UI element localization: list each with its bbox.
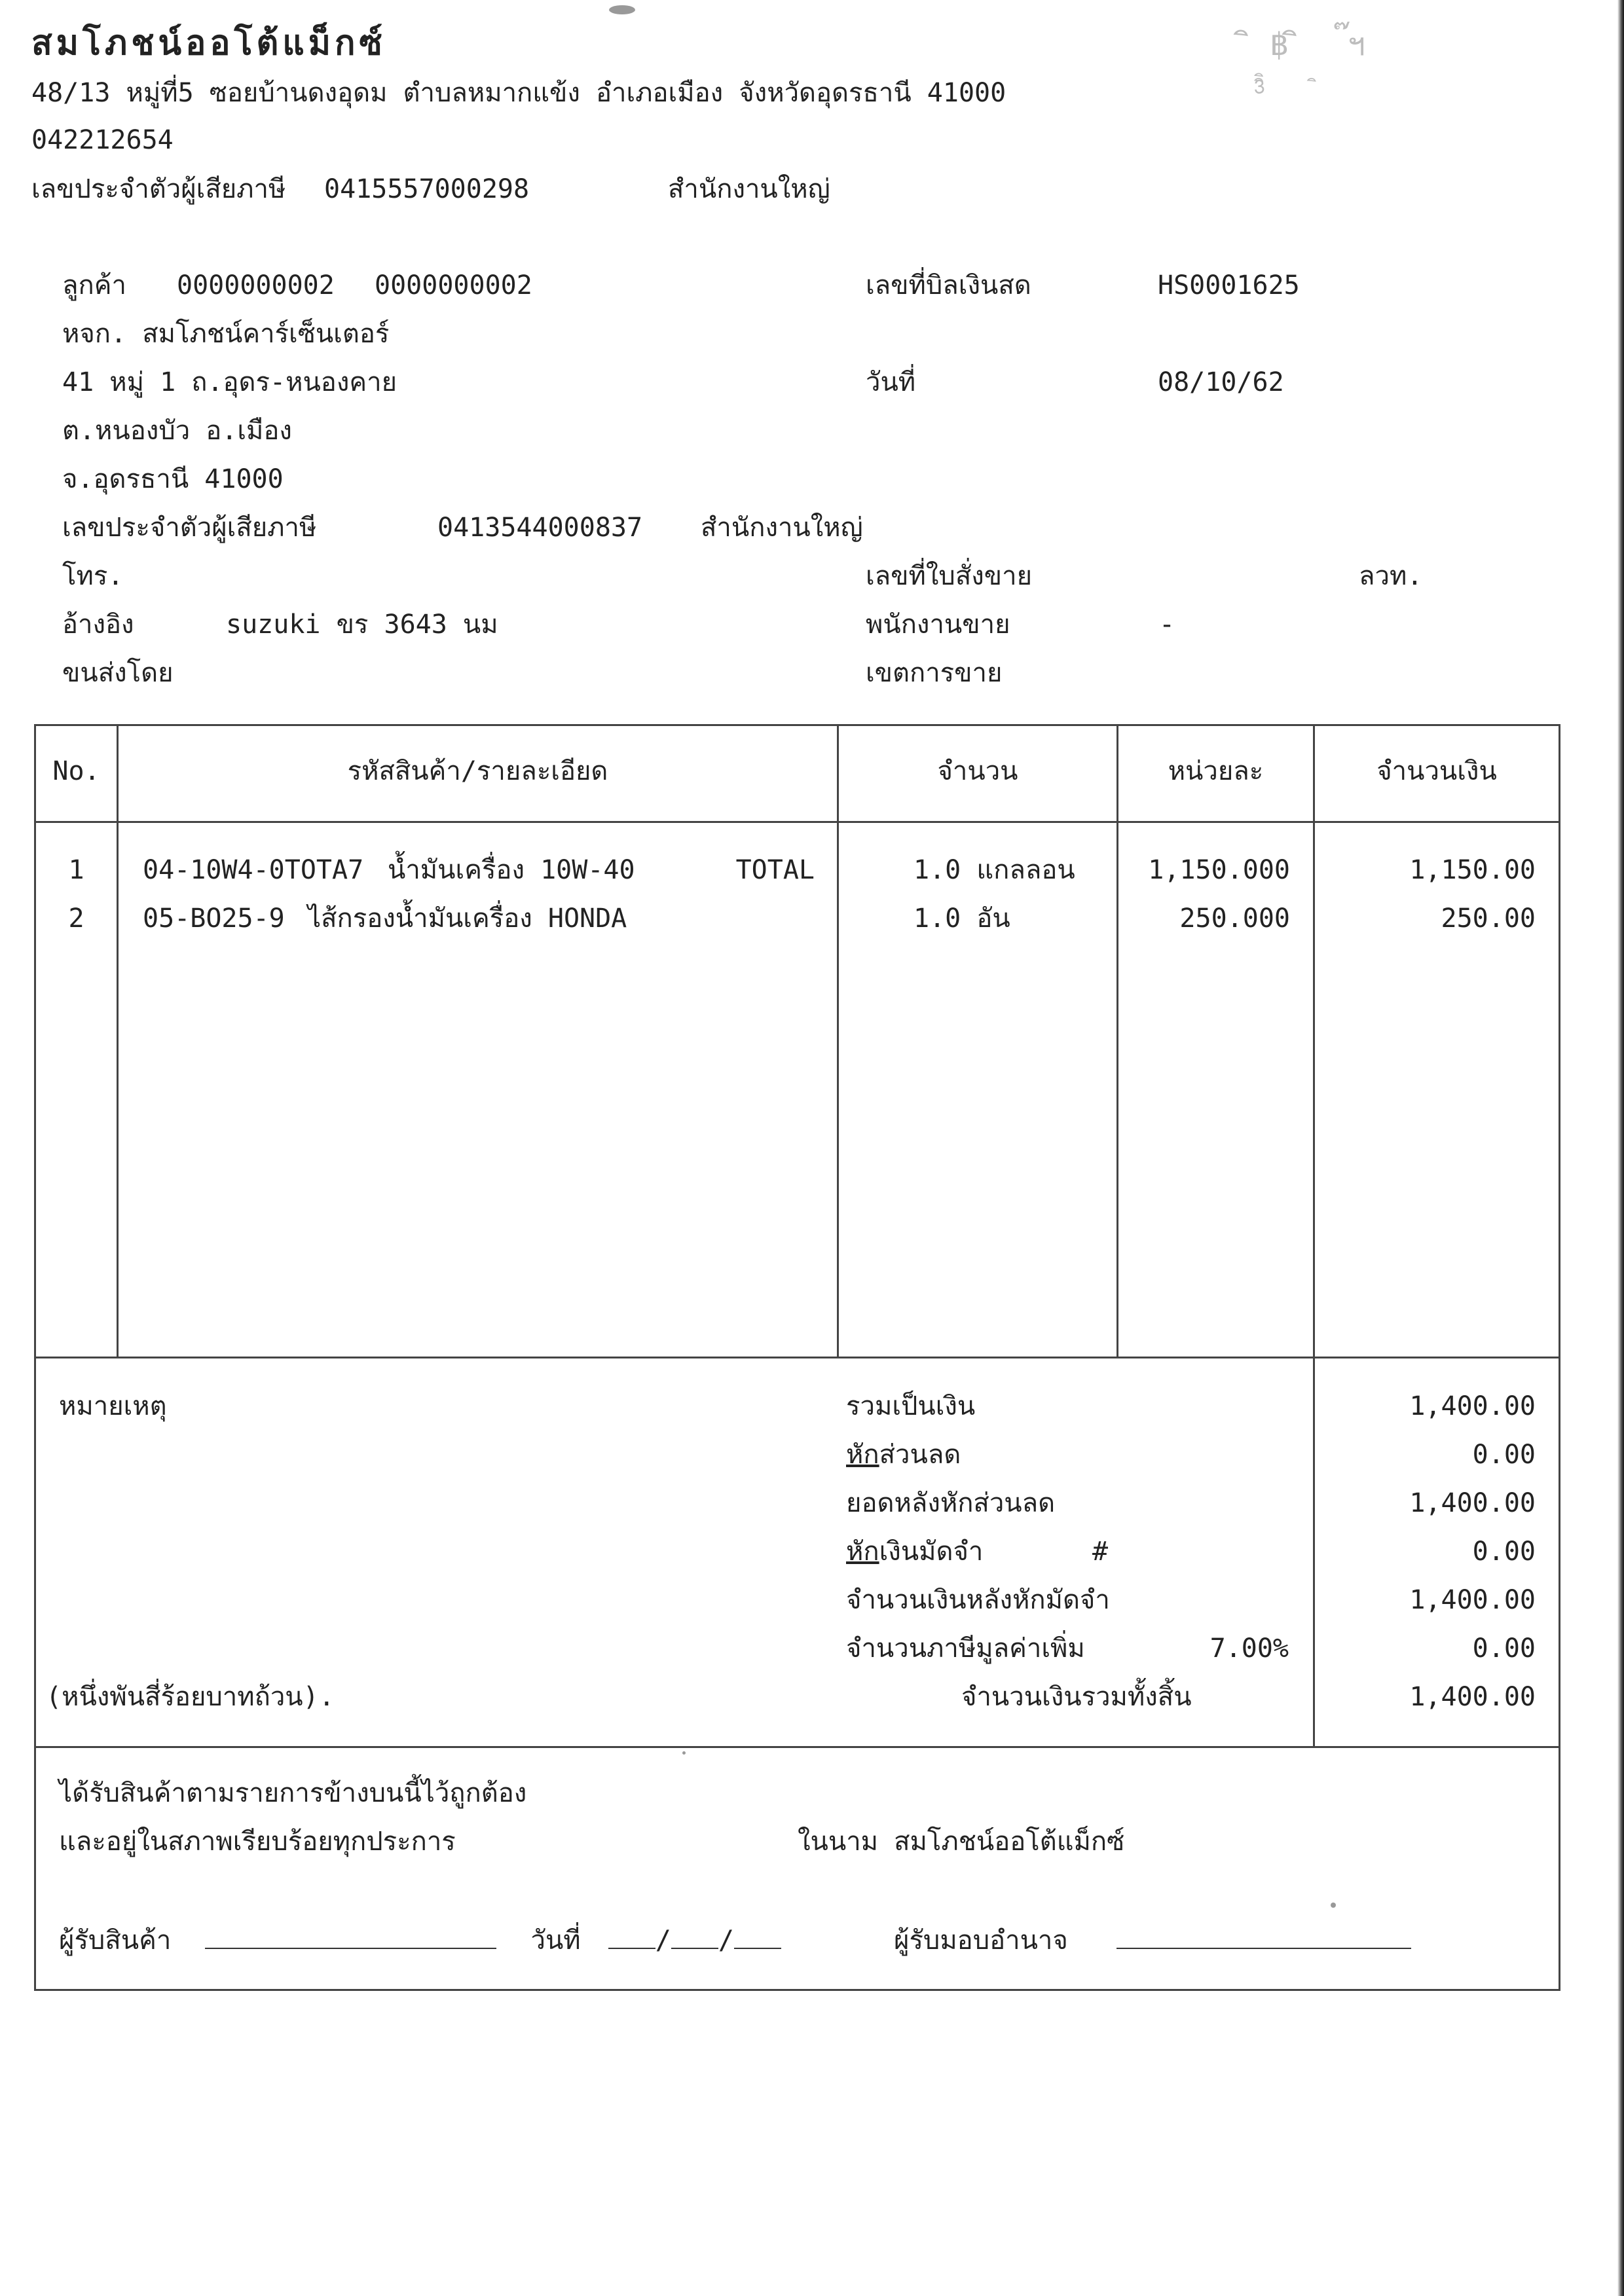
company-phone: 042212654 bbox=[31, 125, 174, 155]
grand-total-label: จำนวนเงินรวมทั้งสิ้น bbox=[961, 1682, 1192, 1712]
invoice-number: HS0001625 bbox=[1158, 270, 1300, 301]
table-body-bottom bbox=[34, 1357, 1560, 1358]
deposit-label-underlined: หัก bbox=[846, 1537, 879, 1567]
scan-speck bbox=[682, 1751, 686, 1755]
sales-area-label: เขตการขาย bbox=[866, 658, 1003, 688]
header-no: No. bbox=[52, 756, 100, 786]
row-product-code: 04-10W4-0TOTA7 bbox=[143, 855, 364, 885]
row-description: น้ำมันเครื่อง 10W-40 bbox=[388, 855, 635, 885]
faded-stamp-mark: 3ิิ ิ bbox=[1254, 76, 1318, 99]
row-quantity: 1.0 อัน bbox=[913, 903, 1010, 934]
scan-edge bbox=[1617, 0, 1624, 2296]
scan-speck bbox=[609, 5, 635, 14]
vat-value: 0.00 bbox=[1472, 1633, 1536, 1664]
authorized-signature-line[interactable] bbox=[1116, 1925, 1411, 1949]
shipping-label: ขนส่งโดย bbox=[62, 658, 174, 688]
after-deposit-label: จำนวนเงินหลังหักมัดจำ bbox=[846, 1585, 1110, 1615]
discount-label-rest: ส่วนลด bbox=[879, 1440, 961, 1470]
company-tax-label: เลขประจำตัวผู้เสียภาษี bbox=[31, 174, 286, 204]
company-name: สมโภชน์ออโต้แม็กซ์ bbox=[31, 24, 386, 63]
after-discount-value: 1,400.00 bbox=[1409, 1488, 1536, 1518]
receive-date-label: วันที่ bbox=[530, 1925, 581, 1956]
row-number: 2 bbox=[68, 903, 84, 934]
row-amount: 250.00 bbox=[1441, 903, 1536, 934]
vat-label: จำนวนภาษีมูลค่าเพิ่ม bbox=[846, 1633, 1085, 1664]
invoice-number-label: เลขที่บิลเงินสด bbox=[866, 270, 1031, 301]
amount-in-words: (หนึ่งพันสี่ร้อยบาทถ้วน). bbox=[46, 1682, 335, 1712]
col-divider bbox=[117, 724, 119, 1358]
salesperson-value: - bbox=[1159, 610, 1175, 640]
customer-label: ลูกค้า bbox=[62, 270, 126, 301]
subtotal-label: รวมเป็นเงิน bbox=[846, 1391, 976, 1421]
subtotal-value: 1,400.00 bbox=[1409, 1391, 1536, 1421]
received-statement: และอยู่ในสภาพเรียบร้อยทุกประการ bbox=[59, 1827, 456, 1857]
customer-tax-id: 0413544000837 bbox=[437, 513, 643, 543]
invoice-date: 08/10/62 bbox=[1158, 367, 1284, 397]
reference-value: suzuki ขร 3643 นม bbox=[226, 610, 498, 640]
deposit-label bbox=[846, 1536, 983, 1567]
after-deposit-value: 1,400.00 bbox=[1409, 1585, 1536, 1615]
totals-bottom bbox=[34, 1746, 1560, 1748]
row-quantity: 1.0 แกลลอน bbox=[913, 855, 1075, 885]
receive-date-day[interactable] bbox=[608, 1925, 655, 1949]
col-divider bbox=[1116, 724, 1118, 1358]
discount-value: 0.00 bbox=[1472, 1440, 1536, 1470]
row-description: ไส้กรองน้ำมันเครื่อง HONDA bbox=[308, 903, 627, 934]
authorized-label: ผู้รับมอบอำนาจ bbox=[894, 1925, 1068, 1956]
customer-address-line: 41 หมู่ 1 ถ.อุดร-หนองคาย bbox=[62, 367, 397, 397]
customer-address-line: จ.อุดรธานี 41000 bbox=[62, 464, 284, 494]
header-unit-price: หน่วยละ bbox=[1168, 756, 1264, 786]
company-address: 48/13 หมู่ที่5 ซอยบ้านดงอุดม ตำบลหมากแข้ง อำเภอเมือง จังหวัดอุดรธานี 41000 bbox=[31, 78, 1006, 108]
header-amount: จำนวนเงิน bbox=[1376, 756, 1497, 786]
row-number: 1 bbox=[68, 855, 84, 885]
after-discount-label: ยอดหลังหักส่วนลด bbox=[846, 1488, 1056, 1518]
row-amount: 1,150.00 bbox=[1409, 855, 1536, 885]
col-divider bbox=[837, 724, 839, 1358]
table-border-top bbox=[34, 724, 1560, 726]
row-product-code: 05-BO25-9 bbox=[143, 903, 285, 934]
remark-label: หมายเหตุ bbox=[59, 1391, 167, 1421]
row-unit-price: 1,150.000 bbox=[1148, 855, 1290, 885]
faded-stamp-mark: ิ ฿ ิ ๊ฯ bbox=[1251, 26, 1365, 63]
customer-branch: สำนักงานใหญ่ bbox=[701, 513, 863, 543]
scan-speck bbox=[1331, 1903, 1336, 1908]
discount-label-underlined: หัก bbox=[846, 1440, 879, 1470]
company-branch: สำนักงานใหญ่ bbox=[668, 174, 830, 204]
salesperson-label: พนักงานขาย bbox=[866, 610, 1010, 640]
on-behalf-of: ในนาม สมโภชน์ออโต้แม็กซ์ bbox=[798, 1827, 1125, 1857]
customer-code: 0000000002 bbox=[375, 270, 532, 301]
header-quantity: จำนวน bbox=[937, 756, 1018, 786]
customer-code: 0000000002 bbox=[177, 270, 335, 301]
customer-tax-label: เลขประจำตัวผู้เสียภาษี bbox=[62, 513, 317, 543]
customer-phone-label: โทร. bbox=[62, 561, 124, 591]
discount-label bbox=[846, 1439, 961, 1470]
vat-rate: 7.00% bbox=[1209, 1633, 1289, 1664]
deposit-hash: # bbox=[1092, 1537, 1109, 1567]
receive-date-year[interactable] bbox=[734, 1925, 781, 1949]
reference-label: อ้างอิง bbox=[62, 610, 134, 640]
table-border-right bbox=[1559, 724, 1560, 1991]
receiver-signature-line[interactable] bbox=[205, 1925, 496, 1949]
grand-total-value: 1,400.00 bbox=[1409, 1682, 1536, 1712]
sales-order-label: เลขที่ใบสั่งขาย bbox=[866, 561, 1033, 591]
company-tax-id: 0415557000298 bbox=[324, 174, 530, 204]
row-unit-price: 250.000 bbox=[1179, 903, 1290, 934]
header-description: รหัสสินค้า/รายละเอียด bbox=[347, 756, 608, 786]
deposit-value: 0.00 bbox=[1472, 1537, 1536, 1567]
customer-address-line: ต.หนองบัว อ.เมือง bbox=[62, 416, 292, 446]
receive-date-month[interactable] bbox=[671, 1925, 718, 1949]
table-header-divider bbox=[34, 821, 1560, 823]
col-divider bbox=[1313, 724, 1315, 1747]
authorized-signature bbox=[894, 1925, 1411, 1956]
customer-name: หจก. สมโภชน์คาร์เซ็นเตอร์ bbox=[62, 319, 390, 349]
receiver-label: ผู้รับสินค้า bbox=[59, 1925, 172, 1956]
receiver-signature: ผู้รับสินค้า วันที่ / / bbox=[59, 1925, 781, 1956]
sales-order-value: ลวท. bbox=[1359, 561, 1423, 591]
received-statement: ได้รับสินค้าตามรายการข้างบนนี้ไว้ถูกต้อง bbox=[59, 1778, 527, 1808]
row-brand: TOTAL bbox=[735, 855, 815, 885]
invoice-date-label: วันที่ bbox=[866, 367, 916, 397]
footer-bottom bbox=[34, 1989, 1560, 1991]
deposit-label-rest: เงินมัดจำ bbox=[879, 1537, 984, 1567]
